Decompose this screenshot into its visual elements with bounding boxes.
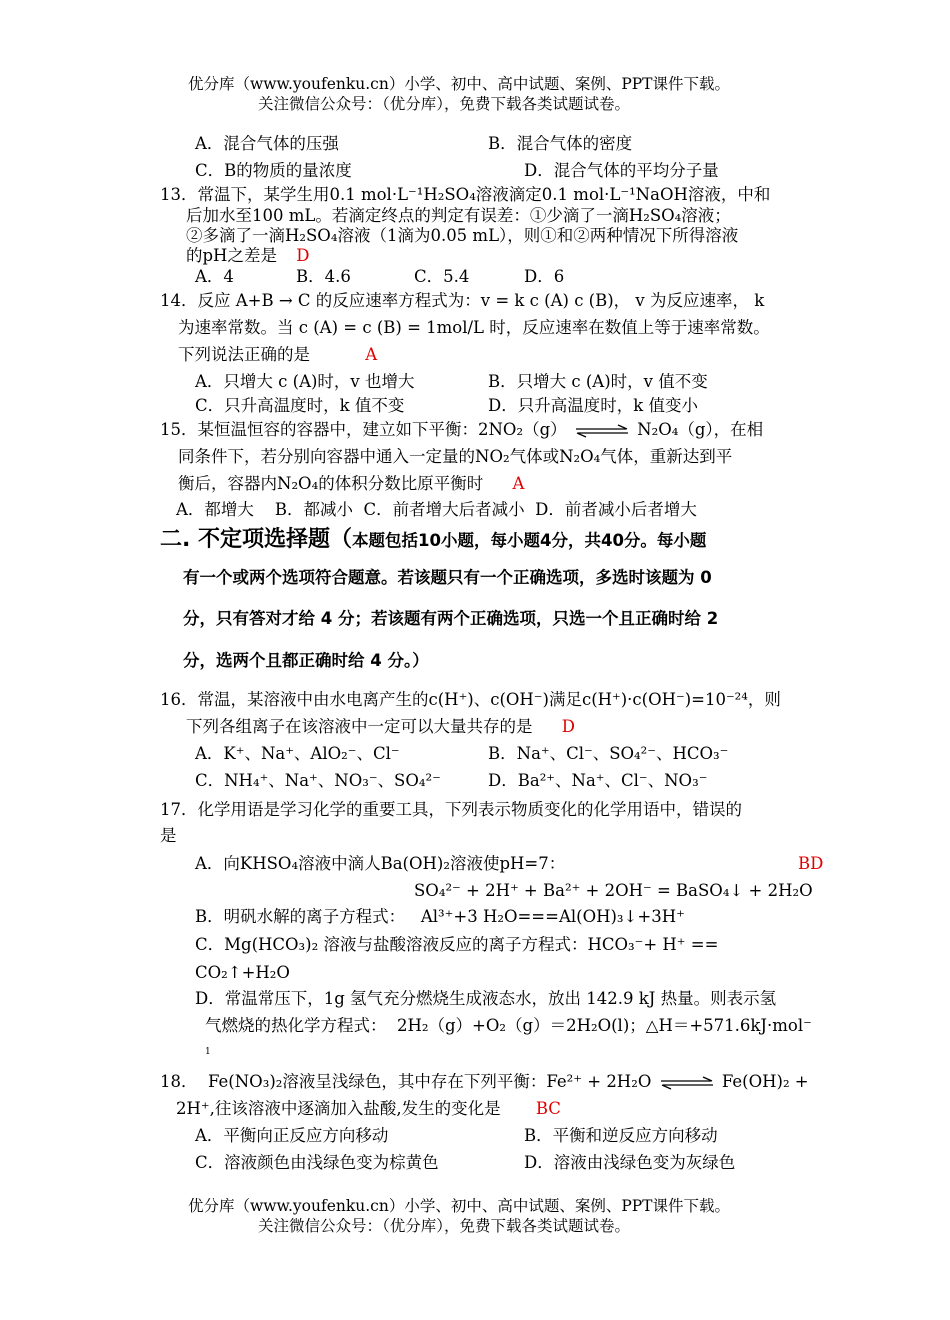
q13-line-4 [186, 246, 309, 266]
q14-line-1: 14．反应 A+B → C 的反应速率方程式为：v = k c (A) c (B)， v 为反应速率， k [160, 291, 765, 310]
q18-line-1-left: 18． Fe(NO₃)₂溶液呈浅绿色，其中存在下列平衡：Fe²⁺ + 2H₂O [160, 1072, 652, 1091]
q13-stem-end: 的pH之差是 [186, 246, 277, 265]
section-2-line-1: 本题包括10小题，每小题4分，共40分。每小题 [352, 531, 707, 550]
q13-option-b: B．4.6 [296, 267, 351, 286]
q14-option-d: D．只升高温度时，k 值变小 [488, 396, 698, 415]
q17-answer: BD [798, 854, 824, 873]
q17-line-2: 是 [160, 826, 177, 845]
equilibrium-arrows-icon [574, 424, 630, 438]
q17-option-d-1: D．常温常压下，1g 氢气充分燃烧生成液态水，放出 142.9 kJ 热量。则表示氢 [195, 989, 777, 1008]
q15-stem-end: 衡后，容器内N₂O₄的体积分数比原平衡时 [178, 474, 484, 493]
header-line-2: 关注微信公众号：（优分库），免费下载各类试题试卷。 [258, 95, 631, 113]
q12-option-d: D．混合气体的平均分子量 [524, 161, 719, 180]
section-2-line-3: 分，只有答对才给 4 分；若该题有两个正确选项，只选一个且正确时给 2 [183, 609, 719, 628]
q15-options: A．都增大 B．都减小 C．前者增大后者减小 D．前者减小后者增大 [176, 500, 697, 519]
section-2-title: 二. 不定项选择题（ [160, 527, 353, 552]
q16-option-d: D．Ba²⁺、Na⁺、Cl⁻、NO₃⁻ [488, 771, 708, 790]
q13-line-1: 13．常温下，某学生用0.1 mol·L⁻¹H₂SO₄溶液滴定0.1 mol·L⁻¹NaOH溶液，中和 [160, 185, 771, 204]
q17-option-d-2: 气燃烧的热化学方程式： 2H₂（g）+O₂（g）＝2H₂O(l)；△H＝+571.6kJ·mol⁻ [205, 1016, 812, 1035]
q16-line-1: 16．常温，某溶液中由水电离产生的c(H⁺)、c(OH⁻)满足c(H⁺)·c(OH⁻)=10⁻²⁴，则 [160, 690, 781, 709]
section-2-line-4: 分，选两个且都正确时给 4 分。） [183, 651, 429, 670]
q13-option-c: C．5.4 [414, 267, 470, 286]
q18-option-a: A．平衡向正反应方向移动 [195, 1126, 389, 1145]
q14-line-3 [178, 345, 377, 365]
footer-line-1: 优分库（www.youfenku.cn）小学、初中、高中试题、案例、PPT课件下载。 [188, 1197, 731, 1215]
q13-answer: D [296, 246, 310, 265]
q16-line-2 [186, 717, 575, 737]
q18-line-1 [160, 1072, 809, 1092]
q13-option-a: A．4 [195, 267, 234, 286]
q18-answer: BC [535, 1099, 561, 1118]
header-line-1: 优分库（www.youfenku.cn）小学、初中、高中试题、案例、PPT课件下载。 [188, 75, 731, 93]
q15-answer: A [512, 474, 525, 493]
q13-line-3: ②多滴了一滴H₂SO₄溶液（1滴为0.05 mL），则①和②两种情况下所得溶液 [186, 226, 739, 245]
q16-answer: D [561, 717, 575, 736]
q18-option-b: B．平衡和逆反应方向移动 [524, 1126, 718, 1145]
q15-line-3 [178, 474, 524, 494]
q12-option-c: C．B的物质的量浓度 [195, 161, 352, 180]
q14-option-a: A．只增大 c (A)时，v 也增大 [195, 372, 415, 391]
q12-option-a: A．混合气体的压强 [195, 134, 339, 153]
q13-option-d: D．6 [524, 267, 565, 286]
q14-option-b: B．只增大 c (A)时，v 值不变 [488, 372, 708, 391]
q17-option-d-3: 1 [205, 1047, 211, 1057]
q12-option-b: B．混合气体的密度 [488, 134, 633, 153]
q14-line-2: 为速率常数。当 c (A) = c (B) = 1mol/L 时，反应速率在数值上等于速率常数。 [178, 318, 770, 337]
q16-option-a: A．K⁺、Na⁺、AlO₂⁻、Cl⁻ [195, 744, 400, 763]
q17-line-1: 17．化学用语是学习化学的重要工具，下列表示物质变化的化学用语中，错误的 [160, 800, 742, 819]
q17-option-a-2: SO₄²⁻ + 2H⁺ + Ba²⁺ + 2OH⁻ = BaSO₄↓ + 2H₂O [414, 881, 813, 900]
footer-line-2: 关注微信公众号：（优分库），免费下载各类试题试卷。 [258, 1217, 631, 1235]
q15-line-1-left: 15．某恒温恒容的容器中，建立如下平衡：2NO₂（g） [160, 420, 567, 439]
q18-option-c: C．溶液颜色由浅绿色变为棕黄色 [195, 1153, 439, 1172]
q15-line-2: 同条件下，若分别向容器中通入一定量的NO₂气体或N₂O₄气体，重新达到平 [178, 447, 733, 466]
q17-option-a-1: A．向KHSO₄溶液中滴人Ba(OH)₂溶液使pH=7： [195, 854, 566, 873]
q17-option-c-1: C．Mg(HCO₃)₂ 溶液与盐酸溶液反应的离子方程式：HCO₃⁻+ H⁺ == [195, 935, 719, 954]
q14-stem-end: 下列说法正确的是 [178, 345, 310, 364]
q13-line-2: 后加水至100 mL。若滴定终点的判定有误差：①少滴了一滴H₂SO₄溶液； [186, 206, 731, 225]
section-2-line-2: 有一个或两个选项符合题意。若该题只有一个正确选项，多选时该题为 0 [183, 568, 712, 587]
equilibrium-arrows-icon [659, 1076, 715, 1090]
q15-line-1-right: N₂O₄（g），在相 [637, 420, 764, 439]
q15-line-1 [160, 420, 763, 440]
q14-answer: A [365, 345, 378, 364]
q14-option-c: C．只升高温度时，k 值不变 [195, 396, 405, 415]
q17-option-c-2: CO₂↑+H₂O [195, 963, 290, 982]
q18-line-1-right: Fe(OH)₂ + [721, 1072, 809, 1091]
section-2-heading [160, 527, 706, 554]
q16-option-b: B．Na⁺、Cl⁻、SO₄²⁻、HCO₃⁻ [488, 744, 729, 763]
q18-option-d: D．溶液由浅绿色变为灰绿色 [524, 1153, 736, 1172]
q16-option-c: C．NH₄⁺、Na⁺、NO₃⁻、SO₄²⁻ [195, 771, 441, 790]
q16-stem-end: 下列各组离子在该溶液中一定可以大量共存的是 [186, 717, 533, 736]
q18-stem-end: 2H⁺,往该溶液中逐滴加入盐酸,发生的变化是 [176, 1099, 501, 1118]
q18-line-2 [176, 1099, 561, 1119]
q17-option-b: B．明矾水解的离子方程式： Al³⁺+3 H₂O===Al(OH)₃↓+3H⁺ [195, 907, 685, 926]
